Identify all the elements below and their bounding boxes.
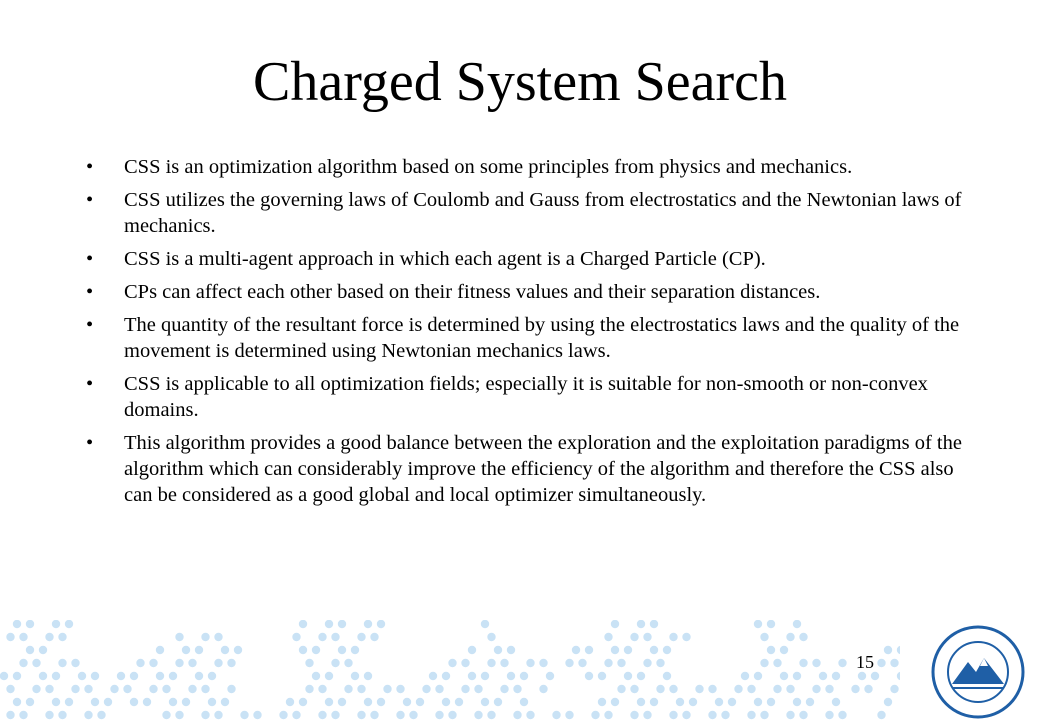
decor-dot (156, 672, 164, 680)
bullet-item (86, 312, 966, 364)
decor-dot (32, 659, 40, 667)
dotted-pattern-decoration (0, 620, 900, 720)
decor-dot (84, 685, 92, 693)
decor-dot (767, 620, 775, 628)
decor-dot (487, 633, 495, 641)
decor-dot (227, 659, 235, 667)
decor-dot (877, 711, 885, 719)
bullet-marker: • (86, 156, 94, 178)
decor-dot (396, 711, 404, 719)
decor-dot (481, 672, 489, 680)
decor-dot (370, 711, 378, 719)
decor-dot (481, 620, 489, 628)
decor-dot (500, 685, 508, 693)
decor-dot (864, 685, 872, 693)
page-number: 15 (856, 652, 874, 672)
decor-dot (65, 620, 73, 628)
decor-dot (663, 672, 671, 680)
decor-dot (357, 633, 365, 641)
decor-dot (773, 685, 781, 693)
decor-dot (130, 672, 138, 680)
decor-dot (721, 711, 729, 719)
decor-dot (110, 685, 118, 693)
decor-dot (383, 685, 391, 693)
decor-dot (637, 672, 645, 680)
decor-dot (507, 672, 515, 680)
decor-dot (221, 646, 229, 654)
decor-dot (858, 672, 866, 680)
decor-dot (318, 633, 326, 641)
decor-dot (39, 646, 47, 654)
decor-dot (71, 659, 79, 667)
decor-dot (520, 698, 528, 706)
decor-dot (91, 698, 99, 706)
decor-dot (156, 646, 164, 654)
decor-dot (435, 711, 443, 719)
decor-dot (793, 620, 801, 628)
decor-dot (344, 685, 352, 693)
decor-dot (169, 672, 177, 680)
decor-dot (747, 685, 755, 693)
decor-dot (630, 685, 638, 693)
decor-dot (6, 633, 14, 641)
decor-dot (487, 711, 495, 719)
decor-dot (572, 646, 580, 654)
decor-dot (279, 711, 287, 719)
decor-dot (552, 711, 560, 719)
decor-dot (760, 633, 768, 641)
decor-dot (676, 698, 684, 706)
bullet-text: The quantity of the resultant force is determined by using the electrostatics laws and the quality of the movement is determined using Newtonian mechanics laws. (124, 314, 960, 362)
decor-dot (461, 659, 469, 667)
decor-dot (500, 659, 508, 667)
decor-dot (58, 659, 66, 667)
decor-dot (884, 698, 892, 706)
decor-dot (208, 698, 216, 706)
decor-dot (598, 698, 606, 706)
bullet-text: CSS is a multi-agent approach in which each agent is a Charged Particle (CP). (124, 248, 766, 270)
decor-dot (669, 685, 677, 693)
decor-dot (832, 672, 840, 680)
decor-dot (650, 620, 658, 628)
decor-dot (643, 659, 651, 667)
decor-dot (474, 685, 482, 693)
decor-dot (624, 672, 632, 680)
decor-dot (780, 672, 788, 680)
decor-dot (299, 698, 307, 706)
bullet-marker: • (86, 248, 94, 270)
decor-dot (338, 698, 346, 706)
decor-dot (78, 672, 86, 680)
decor-dot (19, 633, 27, 641)
decor-dot (52, 698, 60, 706)
decor-dot (793, 672, 801, 680)
decor-dot (325, 698, 333, 706)
decor-dot (65, 698, 73, 706)
decor-dot (461, 685, 469, 693)
decor-dot (58, 633, 66, 641)
decor-dot (832, 698, 840, 706)
decor-dot (656, 685, 664, 693)
decor-dot (520, 672, 528, 680)
decor-dot (448, 711, 456, 719)
decor-dot (780, 646, 788, 654)
decor-dot (312, 672, 320, 680)
decor-dot (663, 646, 671, 654)
decor-dot (175, 659, 183, 667)
decor-dot (897, 646, 900, 654)
decor-dot (630, 633, 638, 641)
decor-dot (214, 711, 222, 719)
decor-dot (617, 685, 625, 693)
decor-dot (565, 711, 573, 719)
decor-dot (201, 711, 209, 719)
bullet-text: CSS utilizes the governing laws of Coulomb and Gauss from electrostatics and the Newtonian laws of mechanics. (124, 189, 962, 237)
decor-dot (669, 633, 677, 641)
decor-dot (799, 659, 807, 667)
decor-dot (26, 620, 34, 628)
decor-dot (123, 685, 131, 693)
decor-dot (871, 672, 879, 680)
decor-dot (370, 633, 378, 641)
decor-dot (435, 685, 443, 693)
decor-dot (338, 620, 346, 628)
decor-dot (364, 672, 372, 680)
decor-dot (182, 698, 190, 706)
decor-dot (585, 646, 593, 654)
decor-dot (513, 711, 521, 719)
decor-dot (799, 633, 807, 641)
bullet-item (86, 246, 966, 272)
college-logo (930, 624, 1026, 720)
decor-dot (650, 646, 658, 654)
decor-dot (734, 685, 742, 693)
decor-dot (331, 659, 339, 667)
decor-dot (890, 685, 898, 693)
decor-dot (0, 672, 8, 680)
decor-dot (357, 711, 365, 719)
decor-dot (364, 620, 372, 628)
decor-dot (851, 685, 859, 693)
decor-dot (318, 685, 326, 693)
decor-dot (611, 646, 619, 654)
decor-dot (136, 659, 144, 667)
decor-dot (611, 620, 619, 628)
decor-dot (455, 698, 463, 706)
decor-dot (344, 659, 352, 667)
decor-dot (643, 711, 651, 719)
decor-dot (221, 698, 229, 706)
decor-dot (591, 711, 599, 719)
decor-dot (305, 685, 313, 693)
decor-dot (84, 711, 92, 719)
decor-dot (890, 659, 898, 667)
decor-dot (812, 659, 820, 667)
decor-dot (474, 711, 482, 719)
slide-title: Charged System Search (253, 51, 787, 113)
decor-dot (169, 698, 177, 706)
decor-dot (682, 711, 690, 719)
decor-dot (58, 711, 66, 719)
decor-dot (195, 672, 203, 680)
decor-dot (481, 698, 489, 706)
decor-dot (312, 646, 320, 654)
decor-dot (188, 685, 196, 693)
decor-dot (656, 659, 664, 667)
decor-dot (806, 698, 814, 706)
decor-dot (13, 672, 21, 680)
decor-dot (175, 711, 183, 719)
decor-dot (546, 672, 554, 680)
decor-dot (526, 711, 534, 719)
decor-dot (97, 711, 105, 719)
decor-dot (630, 711, 638, 719)
decor-dot (715, 698, 723, 706)
decor-dot (754, 620, 762, 628)
decor-dot (494, 646, 502, 654)
decor-dot (240, 711, 248, 719)
decor-dot (331, 711, 339, 719)
bullet-item (86, 371, 966, 423)
decor-dot (786, 711, 794, 719)
decor-dot (442, 672, 450, 680)
bullet-marker: • (86, 432, 94, 454)
decor-dot (6, 711, 14, 719)
decor-dot (487, 659, 495, 667)
bullet-item (86, 154, 966, 180)
decor-dot (52, 672, 60, 680)
decor-dot (32, 685, 40, 693)
decor-dot (585, 672, 593, 680)
decor-dot (149, 659, 157, 667)
decor-dot (325, 672, 333, 680)
decor-dot (201, 633, 209, 641)
decor-dot (104, 698, 112, 706)
decor-dot (767, 646, 775, 654)
decor-dot (624, 646, 632, 654)
decor-dot (331, 633, 339, 641)
decor-dot (227, 685, 235, 693)
decor-dot (91, 672, 99, 680)
decor-dot (351, 672, 359, 680)
decor-dot (357, 685, 365, 693)
decor-dot (442, 698, 450, 706)
decor-dot (767, 698, 775, 706)
decor-dot (305, 659, 313, 667)
decor-dot (838, 659, 846, 667)
decor-dot (286, 698, 294, 706)
decor-dot (825, 711, 833, 719)
decor-dot (338, 646, 346, 654)
decor-dot (182, 646, 190, 654)
bullet-text: CPs can affect each other based on their fitness values and their separation distances. (124, 281, 821, 303)
decor-dot (838, 711, 846, 719)
decor-dot (377, 698, 385, 706)
decor-dot (409, 711, 417, 719)
bullet-item (86, 279, 966, 305)
bullet-list (86, 154, 966, 515)
decor-dot (422, 685, 430, 693)
bullet-marker: • (86, 314, 94, 336)
decor-dot (19, 711, 27, 719)
decor-dot (214, 633, 222, 641)
decor-dot (162, 711, 170, 719)
decor-dot (39, 672, 47, 680)
decor-dot (513, 685, 521, 693)
decor-dot (175, 633, 183, 641)
bullet-text: CSS is an optimization algorithm based on some principles from physics and mechanics. (124, 156, 853, 178)
decor-dot (773, 659, 781, 667)
decor-dot (234, 646, 242, 654)
decor-dot (793, 698, 801, 706)
decor-dot (617, 659, 625, 667)
decor-dot (539, 659, 547, 667)
decor-dot (747, 711, 755, 719)
decor-dot (682, 633, 690, 641)
decor-dot (351, 646, 359, 654)
decor-dot (143, 698, 151, 706)
decor-dot (637, 620, 645, 628)
decor-dot (819, 672, 827, 680)
decor-dot (760, 711, 768, 719)
decor-dot (13, 620, 21, 628)
decor-dot (507, 646, 515, 654)
decor-dot (604, 633, 612, 641)
decor-dot (637, 698, 645, 706)
decor-dot (643, 633, 651, 641)
bullet-marker: • (86, 189, 94, 211)
decor-dot (13, 698, 21, 706)
decor-dot (494, 698, 502, 706)
decor-dot (26, 698, 34, 706)
decor-dot (799, 711, 807, 719)
decor-dot (754, 672, 762, 680)
decor-dot (52, 620, 60, 628)
decor-dot (117, 672, 125, 680)
decor-dot (825, 685, 833, 693)
decor-dot (695, 685, 703, 693)
decor-dot (318, 711, 326, 719)
bullet-marker: • (86, 373, 94, 395)
decor-dot (812, 685, 820, 693)
decor-dot (578, 659, 586, 667)
decor-dot (45, 685, 53, 693)
decor-dot (299, 620, 307, 628)
decor-dot (448, 659, 456, 667)
decor-dot (195, 646, 203, 654)
decor-dot (396, 685, 404, 693)
decor-dot (611, 698, 619, 706)
decor-dot (786, 633, 794, 641)
decor-dot (416, 698, 424, 706)
bullet-text: This algorithm provides a good balance between the exploration and the exploitation paradigms of the algorithm which can considerably improve the efficiency of the algorithm and therefore the CSS also can be considered as a good global and local optimizer simultaneously. (124, 432, 962, 506)
decor-dot (45, 711, 53, 719)
decor-dot (214, 659, 222, 667)
decor-dot (565, 659, 573, 667)
decor-dot (897, 672, 900, 680)
bullet-marker: • (86, 281, 94, 303)
decor-dot (526, 659, 534, 667)
bullet-text: CSS is applicable to all optimization fields; especially it is suitable for non-smooth or non-convex domains. (124, 373, 928, 421)
decor-dot (468, 672, 476, 680)
decor-dot (708, 685, 716, 693)
decor-dot (299, 646, 307, 654)
decor-dot (403, 698, 411, 706)
bullet-item (86, 430, 966, 508)
decor-dot (669, 711, 677, 719)
decor-dot (741, 672, 749, 680)
decor-dot (19, 659, 27, 667)
decor-dot (364, 698, 372, 706)
decor-dot (604, 711, 612, 719)
decor-dot (201, 685, 209, 693)
decor-dot (162, 685, 170, 693)
decor-dot (604, 659, 612, 667)
decor-dot (539, 685, 547, 693)
decor-dot (26, 646, 34, 654)
decor-dot (149, 685, 157, 693)
decor-dot (208, 672, 216, 680)
decor-dot (708, 711, 716, 719)
decor-dot (786, 685, 794, 693)
decor-dot (468, 646, 476, 654)
decor-dot (325, 620, 333, 628)
decor-dot (6, 685, 14, 693)
bullet-item (86, 187, 966, 239)
decor-dot (728, 698, 736, 706)
decor-dot (650, 698, 658, 706)
decor-dot (292, 633, 300, 641)
decor-dot (71, 685, 79, 693)
decor-dot (130, 698, 138, 706)
decor-dot (292, 711, 300, 719)
decor-dot (45, 633, 53, 641)
decor-dot (429, 672, 437, 680)
decor-dot (877, 659, 885, 667)
decor-dot (377, 620, 385, 628)
decor-dot (760, 659, 768, 667)
decor-dot (188, 659, 196, 667)
decor-dot (884, 646, 892, 654)
decor-dot (253, 711, 261, 719)
decor-dot (754, 698, 762, 706)
decor-dot (689, 698, 697, 706)
decor-dot (598, 672, 606, 680)
